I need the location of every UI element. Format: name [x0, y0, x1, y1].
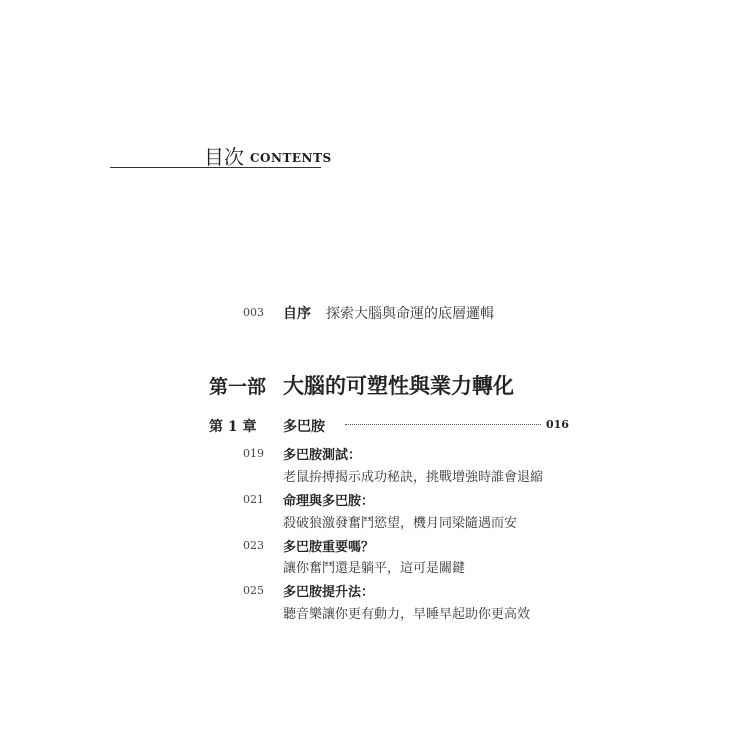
chapter-title[interactable]: 多巴胺 [283, 419, 325, 435]
section-page-number[interactable]: 021 [243, 493, 264, 506]
section-heading[interactable]: 多巴胺提升法： [283, 585, 375, 600]
toc-title-english: CONTENTS [250, 151, 332, 165]
section-page-number[interactable]: 025 [243, 584, 264, 597]
toc-heading-rule [110, 167, 321, 168]
section-subtitle[interactable]: 讓你奮鬥還是躺平，這可是關鍵 [283, 561, 466, 576]
section-heading[interactable]: 多巴胺測試： [283, 448, 362, 463]
section-subtitle[interactable]: 殺破狼激發奮鬥慾望，機月同梁隨遇而安 [283, 516, 518, 531]
chapter-page-number[interactable]: 016 [546, 418, 569, 431]
preface-page-number[interactable]: 003 [243, 306, 264, 319]
preface-title[interactable]: 探索大腦與命運的底層邏輯 [326, 306, 494, 322]
part-title: 大腦的可塑性與業力轉化 [283, 374, 514, 398]
part-number: 第一部 [209, 376, 267, 398]
preface-label[interactable]: 自序 [283, 306, 311, 322]
section-heading[interactable]: 多巴胺重要嗎？ [283, 540, 375, 555]
section-page-number[interactable]: 023 [243, 539, 264, 552]
section-subtitle[interactable]: 聽音樂讓你更有動力，早睡早起助你更高效 [283, 607, 531, 622]
section-page-number[interactable]: 019 [243, 447, 264, 460]
chapter-dot-leader [345, 424, 541, 425]
toc-title-chinese: 目次 [204, 145, 244, 169]
section-heading[interactable]: 命理與多巴胺： [283, 494, 375, 509]
toc-heading [204, 141, 332, 170]
section-subtitle[interactable]: 老鼠拚搏揭示成功秘訣，挑戰增強時誰會退縮 [283, 470, 544, 485]
chapter-number[interactable]: 第 1 章 [209, 419, 257, 435]
